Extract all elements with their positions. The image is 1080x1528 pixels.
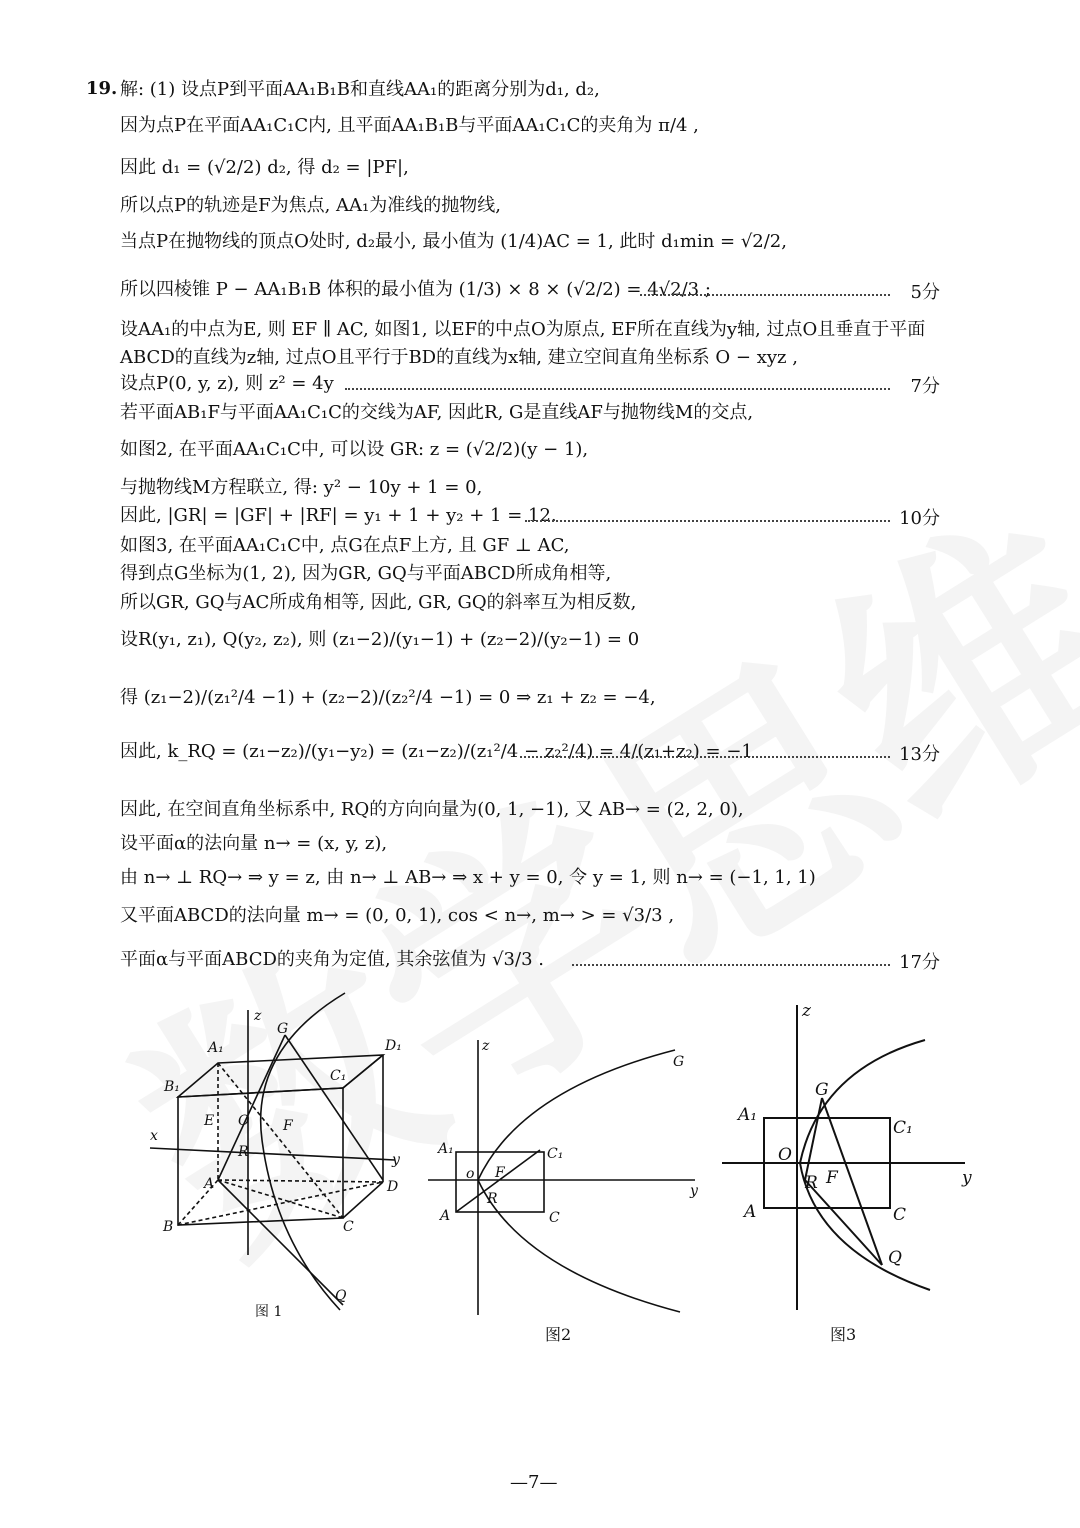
line-11: 如图2, 在平面AA₁C₁C中, 可以设 GR: z = (√2/2)(y − 1), [120, 439, 589, 460]
fig1-label: Q [335, 1288, 347, 1304]
line-5: 当点P在抛物线的顶点O处时, d₂最小, 最小值为 (1/4)AC = 1, 此时 d₁min = √2/2, [120, 231, 787, 252]
line-4: 所以点P的轨迹是F为焦点, AA₁为准线的抛物线, [120, 195, 501, 216]
parabola-2 [478, 1050, 680, 1312]
fig3-label: A [744, 1202, 757, 1222]
line-18: 得 (z₁−2)/(z₁²/4 −1) + (z₂−2)/(z₂²/4 −1) = 0 ⇒ z₁ + z₂ = −4, [120, 687, 656, 708]
fig1-label: G [277, 1021, 289, 1037]
figure-3 [722, 1005, 965, 1310]
fig3-label: A₁ [738, 1105, 758, 1125]
fig2-label: C [549, 1210, 560, 1226]
line-16: 所以GR, GQ与AC所成角相等, 因此, GR, GQ的斜率互为相反数, [120, 592, 637, 613]
fig1-label: A [204, 1176, 215, 1192]
score-17: 17分 [899, 952, 940, 973]
line-21: 设平面α的法向量 n→ = (x, y, z), [120, 833, 388, 854]
score-7: 7分 [910, 376, 940, 397]
x-y-axis [150, 1148, 395, 1160]
fig3-label: R [805, 1173, 818, 1193]
fig3-label: Q [888, 1248, 902, 1268]
line-13: 因此, |GR| = |GF| + |RF| = y₁ + 1 + y₂ + 1 = 12. [120, 505, 557, 526]
fig1-label: A₁ [208, 1040, 224, 1056]
parabola-1 [261, 993, 345, 1310]
line-17: 设R(y₁, z₁), Q(y₂, z₂), 则 (z₁−2)/(y₁−1) + (z₂−2)/(y₂−1) = 0 [120, 629, 640, 650]
fig1-label: y [392, 1152, 400, 1168]
figure-1 [150, 993, 395, 1310]
line-23: 又平面ABCD的法向量 m→ = (0, 0, 1), cos < n→, m→ > = √3/3 , [120, 905, 675, 926]
fig3-label: C₁ [893, 1118, 913, 1138]
line-6: 所以四棱锥 P − AA₁B₁B 体积的最小值为 (1/3) × 8 × (√2/2) = 4√2/3 ; [120, 279, 711, 300]
line-2: 因为点P在平面AA₁C₁C内, 且平面AA₁B₁B与平面AA₁C₁C的夹角为 π/4 , [120, 115, 699, 136]
line-20: 因此, 在空间直角坐标系中, RQ的方向向量为(0, 1, −1), 又 AB→ = (2, 2, 0), [120, 799, 744, 820]
fig1-label: O [238, 1113, 250, 1129]
line-3: 因此 d₁ = (√2/2) d₂, 得 d₂ = |PF|, [120, 157, 409, 178]
fig1-caption: 图 1 [255, 1304, 283, 1320]
fig3-label: O [778, 1145, 792, 1165]
line-24: 平面α与平面ABCD的夹角为定值, 其余弦值为 √3/3 . [120, 949, 544, 970]
line-9: 设点P(0, y, z), 则 z² = 4y [120, 373, 334, 394]
fig1-label: F [283, 1118, 293, 1134]
fig3-label: z [802, 1001, 811, 1021]
line-22: 由 n→ ⊥ RQ→ ⇒ y = z, 由 n→ ⊥ AB→ ⇒ x + y = 0, 令 y = 1, 则 n→ = (−1, 1, 1) [120, 867, 816, 888]
fig2-label: R [487, 1191, 498, 1207]
fig3-label: C [893, 1205, 907, 1225]
fig1-label: z [254, 1008, 262, 1024]
line-7: 设AA₁的中点为E, 则 EF ∥ AC, 如图1, 以EF的中点O为原点, EF所在直线为y轴, 过点O且垂直于平面 [120, 319, 926, 340]
fig2-label: o [466, 1166, 475, 1182]
score-10: 10分 [899, 508, 940, 529]
line-8: ABCD的直线为z轴, 过点O且平行于BD的直线为x轴, 建立空间直角坐标系 O − xyz , [120, 347, 798, 368]
fig2-caption: 图2 [545, 1325, 572, 1344]
line-12: 与抛物线M方程联立, 得: y² − 10y + 1 = 0, [120, 477, 483, 498]
score-5: 5分 [910, 282, 940, 303]
line-15: 得到点G坐标为(1, 2), 因为GR, GQ与平面ABCD所成角相等, [120, 563, 612, 584]
fig1-label: B₁ [164, 1079, 180, 1095]
fig2-label: C₁ [547, 1146, 564, 1162]
fig1-label: C [343, 1219, 354, 1235]
fig3-label: G [815, 1080, 829, 1100]
line-10: 若平面AB₁F与平面AA₁C₁C的交线为AF, 因此R, G是直线AF与抛物线M的交点, [120, 402, 754, 423]
fig2-label: A₁ [438, 1141, 454, 1157]
problem-number: 19. [86, 78, 118, 99]
fig1-label: C₁ [330, 1068, 347, 1084]
fig2-label: y [690, 1183, 698, 1199]
fig3-label: y [962, 1168, 972, 1188]
fig2-label: G [673, 1054, 685, 1070]
fig1-label: E [204, 1113, 215, 1129]
fig2-label: A [440, 1208, 451, 1224]
fig1-label: x [150, 1128, 158, 1144]
line-1: 解: (1) 设点P到平面AA₁B₁B和直线AA₁的距离分别为d₁, d₂, [120, 79, 600, 100]
score-13: 13分 [899, 744, 940, 765]
line-14: 如图3, 在平面AA₁C₁C中, 点G在点F上方, 且 GF ⊥ AC, [120, 535, 570, 556]
page-number: —7— [510, 1472, 558, 1493]
fig2-label: z [482, 1038, 490, 1054]
parabola-3 [800, 1040, 930, 1290]
fig1-label: D₁ [385, 1038, 402, 1054]
fig1-label: D [387, 1179, 399, 1195]
fig3-label: F [826, 1168, 838, 1188]
fig1-label: R [238, 1144, 249, 1160]
fig1-label: B [163, 1219, 174, 1235]
fig2-label: F [495, 1165, 505, 1181]
line-19: 因此, k_RQ = (z₁−z₂)/(y₁−y₂) = (z₁−z₂)/(z₁²/4 − z₂²/4) = 4/(z₁+z₂) = −1 [120, 741, 753, 762]
fig3-caption: 图3 [830, 1325, 857, 1344]
